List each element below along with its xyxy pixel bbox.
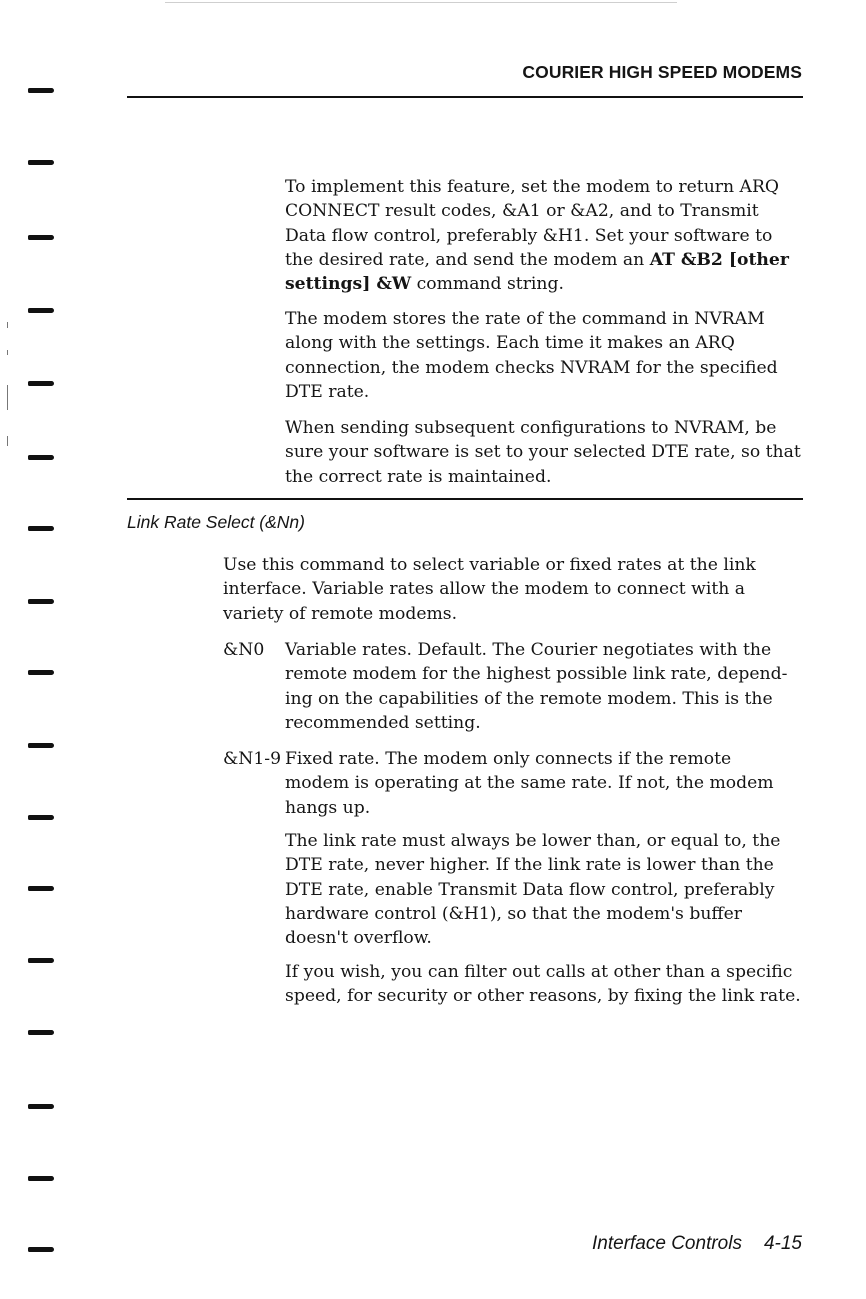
intro-text: To implement this feature, set the modem to return ARQ CONNECT result codes, &A1 or &A2, and to Transmit Data flow control, preferably &H1. Set your software to the desired rate, and send the modem an: [285, 177, 779, 270]
binding-mark: [28, 743, 54, 748]
section-heading: Link Rate Select (&Nn): [127, 512, 305, 532]
note-paragraph-2: [285, 960, 810, 1009]
intro-text-3: When sending subsequent configurations to NVRAM, be sure your software is set to your selected DTE rate, so that the correct rate is maintained.: [285, 418, 801, 487]
intro-text-2: The modem stores the rate of the command in NVRAM along with the settings. Each time it makes an ARQ connection, the modem checks NVRAM for the specified DTE rate.: [285, 309, 778, 402]
header-rule: [127, 96, 803, 98]
intro-text-end: command string.: [411, 274, 564, 295]
binding-mark: [28, 526, 54, 531]
section-rule: [127, 498, 803, 500]
note-text-2: If you wish, you can filter out calls at other than a specific speed, for security or other reasons, by fixing the link rate.: [285, 962, 801, 1007]
footer-chapter: Interface Controls: [592, 1233, 742, 1254]
edge-tick: [7, 350, 8, 355]
option-description: [285, 747, 795, 820]
binding-mark: [28, 815, 54, 820]
binding-mark: [28, 235, 54, 240]
page-footer: [592, 1233, 802, 1255]
intro-paragraph-2: [285, 307, 805, 404]
intro-paragraph-1: [285, 175, 805, 296]
edge-tick: [7, 385, 8, 410]
binding-mark: [28, 381, 54, 386]
binding-mark: [28, 1030, 54, 1035]
option-description: [285, 638, 795, 735]
option-code: &N0: [223, 640, 265, 660]
command-string: AT &B2 [other settings] &W: [285, 249, 789, 295]
binding-mark: [28, 160, 54, 165]
edge-tick: [7, 436, 8, 446]
intro-paragraph-3: [285, 416, 815, 489]
binding-mark: [28, 88, 54, 93]
edge-tick: [7, 322, 8, 328]
option-desc-text: Fixed rate. The modem only connects if the remote modem is operating at the same rate. If not, the modem hangs up.: [285, 749, 774, 818]
binding-mark: [28, 886, 54, 891]
option-code: &N1-9: [223, 749, 282, 769]
binding-mark: [28, 599, 54, 604]
binding-mark: [28, 958, 54, 963]
note-text-1: The link rate must always be lower than, or equal to, the DTE rate, never higher. If the link rate is lower than the DTE rate, enable Transmit Data flow control, preferably hardware control (&H1), so that the modem's buffer doesn't overflow.: [285, 831, 781, 949]
binding-hole-marks: [0, 0, 70, 1299]
section-intro-text: Use this command to select variable or fixed rates at the link interface. Variable rates allow the modem to connect with a variety of remote modems.: [223, 555, 756, 624]
top-scan-line: [165, 2, 677, 3]
binding-mark: [28, 455, 54, 460]
binding-mark: [28, 1247, 54, 1252]
binding-mark: [28, 1176, 54, 1181]
page-number: 4-15: [763, 1233, 802, 1254]
note-paragraph-1: [285, 829, 795, 950]
binding-mark: [28, 670, 54, 675]
option-desc-text: Variable rates. Default. The Courier negotiates with the remote modem for the highest possible link rate, depend-ing on the capabilities of the remote modem. This is the recommended setting.: [285, 640, 788, 733]
binding-mark: [28, 1104, 54, 1109]
section-intro: [223, 553, 783, 626]
binding-mark: [28, 308, 54, 313]
running-header-title: COURIER HIGH SPEED MODEMS: [522, 62, 802, 82]
